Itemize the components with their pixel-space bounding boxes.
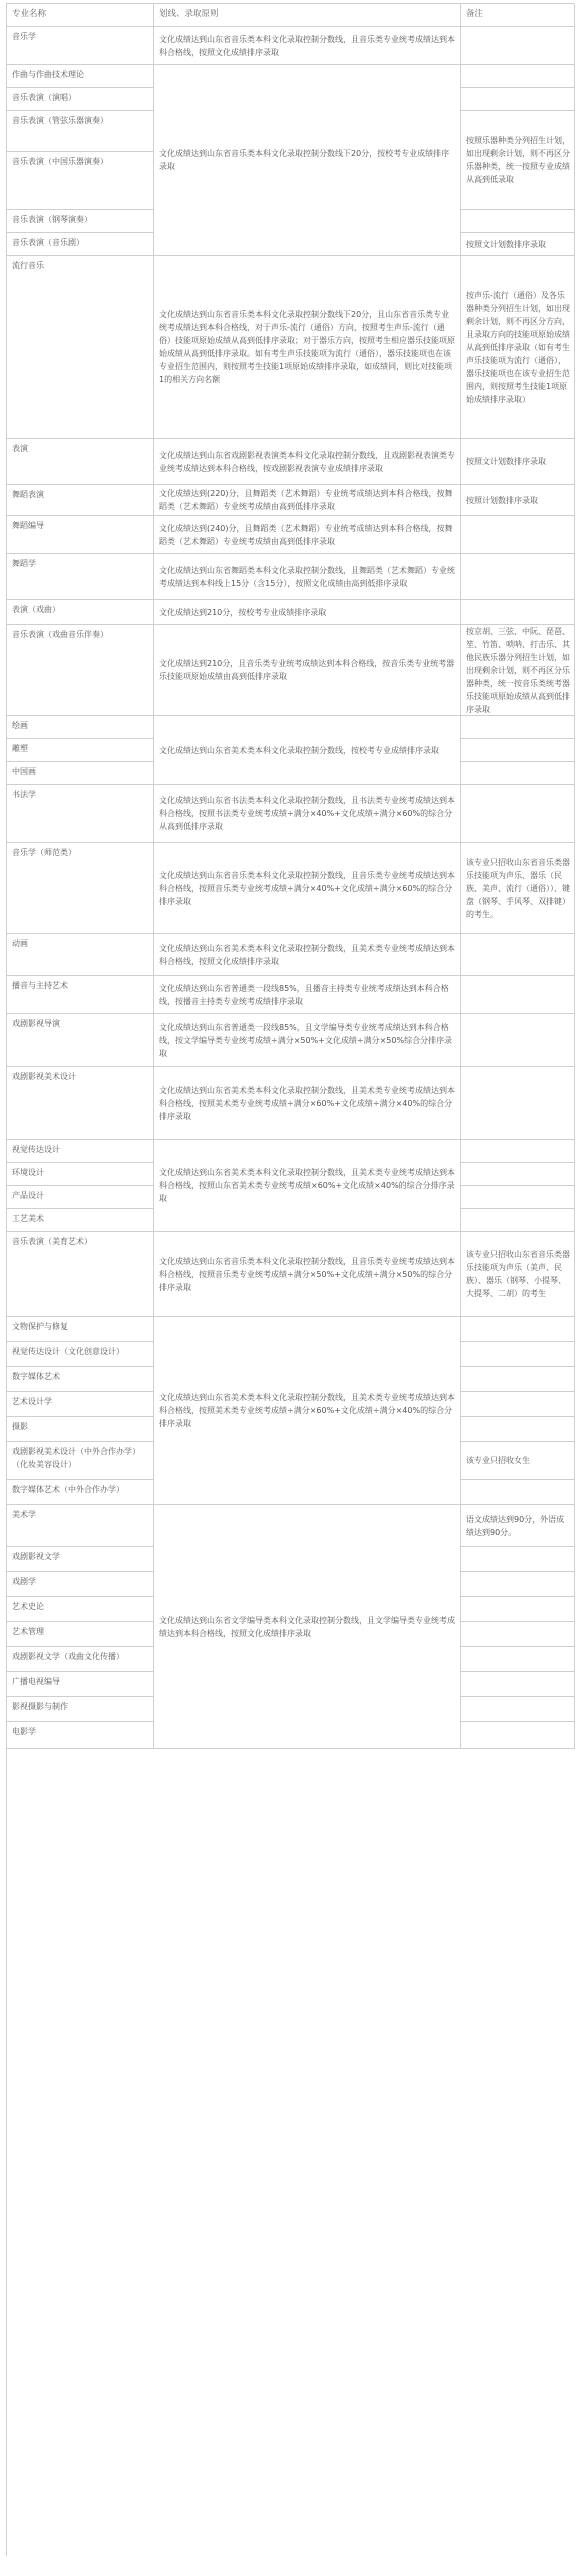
major-name: 音乐表演（演唱）	[7, 88, 154, 111]
major-name: 艺术史论	[7, 1597, 154, 1622]
admission-rule: 文化成绩达到山东省舞蹈类本科文化录取控制分数线，且舞蹈类（艺术舞蹈）专业统考成绩达到本科线上15分（含15分），按照文化成绩由高到低排序录取	[154, 554, 461, 600]
note-cell	[461, 1622, 575, 1647]
note-cell: 语文成绩达到90分，外语成绩达到90分。	[461, 1505, 575, 1547]
major-name: 舞蹈编导	[7, 516, 154, 554]
major-name: 音乐表演（美育艺术）	[7, 1232, 154, 1317]
note-cell	[461, 785, 575, 843]
major-name: 舞蹈学	[7, 554, 154, 600]
note-cell	[461, 1722, 575, 1749]
major-name: 绘画	[7, 716, 154, 739]
note-cell: 按照乐器种类分列招生计划，如出现剩余计划，则不再区分乐器种类，统一按照专业成绩从高到低录取	[461, 111, 575, 210]
note-cell: 该专业只招收山东省音乐类器乐技能项为声乐（美声、民族）、器乐（钢琴、小提琴、大提琴、二胡）的考生	[461, 1232, 575, 1317]
admission-rule: 文化成绩达到山东省美术类本科文化录取控制分数线，且美术类专业统考成绩达到本科合格线，按照美术类专业统考成绩÷满分×60%+文化成绩÷满分×40%的综合分排序录取	[154, 1317, 461, 1505]
admission-rule: 文化成绩达到山东省戏剧影视表演类本科文化录取控制分数线，且戏剧影视表演类专业统考成绩达到本科合格线，按戏剧影视表演专业成绩排序录取	[154, 439, 461, 485]
note-cell	[461, 1392, 575, 1417]
note-cell: 该专业只招收女生	[461, 1442, 575, 1480]
major-name: 音乐表演（戏曲音乐伴奏）	[7, 625, 154, 716]
major-name: 戏剧影视美术设计（中外合作办学）（化妆美容设计）	[7, 1442, 154, 1480]
major-name: 摄影	[7, 1417, 154, 1442]
major-name: 戏剧影视导演	[7, 1014, 154, 1067]
major-name: 戏剧影视美术设计	[7, 1067, 154, 1140]
note-cell	[461, 1367, 575, 1392]
note-cell	[461, 1014, 575, 1067]
admission-rule: 文化成绩达到山东省美术类本科文化录取控制分数线，按校考专业成绩排序录取	[154, 716, 461, 785]
note-cell	[461, 762, 575, 785]
note-cell	[461, 1163, 575, 1186]
major-name: 视觉传达设计（文化创意设计）	[7, 1342, 154, 1367]
note-cell	[461, 934, 575, 976]
note-cell	[461, 1417, 575, 1442]
note-cell	[461, 976, 575, 1014]
note-cell: 该专业只招收山东省音乐类器乐技能项为声乐、器乐（民族、美声、流行（通俗））、键盘（钢琴、手风琴、双排键）的考生。	[461, 843, 575, 934]
major-name: 作曲与作曲技术理论	[7, 65, 154, 88]
note-cell	[461, 1547, 575, 1572]
major-name: 艺术管理	[7, 1622, 154, 1647]
note-cell: 按照文计划数排序录取	[461, 233, 575, 256]
major-name: 表演	[7, 439, 154, 485]
note-cell	[461, 1209, 575, 1232]
admission-rule: 文化成绩达到山东省美术类本科文化录取控制分数线，且美术类专业统考成绩达到本科合格线，按照文化成绩排序录取	[154, 934, 461, 976]
admission-rule: 文化成绩达到山东省美术类本科文化录取控制分数线，且美术类专业统考成绩达到本科合格线，按照美术类专业统考成绩÷满分×60%+文化成绩÷满分×40%的综合分排序录取	[154, 1067, 461, 1140]
admission-rule: 文化成绩达到山东省书法类本科文化录取控制分数线，且书法类专业统考成绩达到本科合格线，按照书法类专业统考成绩÷满分×40%+文化成绩÷满分×60%的综合分从高到低排序录取	[154, 785, 461, 843]
note-cell	[461, 1067, 575, 1140]
note-cell	[461, 210, 575, 233]
admission-rule: 文化成绩达到210分，且音乐类专业统考成绩达到本科合格线，按音乐类专业统考器乐技能项原始成绩由高到低排序录取	[154, 625, 461, 716]
note-cell	[461, 1140, 575, 1163]
note-cell	[461, 1697, 575, 1722]
major-name: 音乐表演（中国乐器演奏）	[7, 152, 154, 210]
note-cell	[461, 1572, 575, 1597]
note-cell	[461, 1317, 575, 1342]
column-header-note: 备注	[461, 4, 575, 27]
admission-rule: 文化成绩达到山东省音乐类本科文化录取控制分数线，且音乐类专业统考成绩达到本科合格线，按照音乐类专业统考成绩÷满分×40%+文化成绩÷满分×60%的综合分排序录取	[154, 843, 461, 934]
major-name: 动画	[7, 934, 154, 976]
note-cell	[461, 516, 575, 554]
admission-rule: 文化成绩达到(240)分，且舞蹈类（艺术舞蹈）专业统考成绩达到本科合格线，按舞蹈类（艺术舞蹈）专业统考成绩由高到低排序录取	[154, 516, 461, 554]
major-name: 雕塑	[7, 739, 154, 762]
note-cell	[461, 1647, 575, 1672]
note-cell: 按照计划数排序录取	[461, 485, 575, 516]
admission-rule: 文化成绩达到山东省音乐类本科文化录取控制分数线，且音乐类专业统考成绩达到本科合格线，按照文化成绩排序录取	[154, 27, 461, 65]
admission-rule: 文化成绩达到山东省普通类一段线85%，且播音主持类专业统考成绩达到本科合格线，按播音主持类专业统考成绩排序录取	[154, 976, 461, 1014]
admission-rule: 文化成绩达到山东省文学编导类本科文化录取控制分数线，且文学编导类专业统考成绩达到本科合格线，按照文化成绩排序录取	[154, 1505, 461, 1749]
admission-rule: 文化成绩达到210分，按校考专业成绩排序录取	[154, 600, 461, 625]
major-name: 工艺美术	[7, 1209, 154, 1232]
major-name: 视觉传达设计	[7, 1140, 154, 1163]
note-cell	[461, 739, 575, 762]
major-name: 数字媒体艺术	[7, 1367, 154, 1392]
major-name: 戏剧影视文学	[7, 1547, 154, 1572]
major-name: 数字媒体艺术（中外合作办学）	[7, 1480, 154, 1505]
note-cell	[461, 554, 575, 600]
note-cell	[461, 88, 575, 111]
major-name: 美术学	[7, 1505, 154, 1547]
major-name: 音乐学（师范类）	[7, 843, 154, 934]
admission-rule: 文化成绩达到(220)分，且舞蹈类（艺术舞蹈）专业统考成绩达到本科合格线，按舞蹈类（艺术舞蹈）专业统考成绩由高到低排序录取	[154, 485, 461, 516]
column-header-major: 专业名称	[7, 4, 154, 27]
column-header-rule: 划线、录取原则	[154, 4, 461, 27]
note-cell	[461, 65, 575, 88]
major-name: 流行音乐	[7, 256, 154, 439]
major-name: 舞蹈表演	[7, 485, 154, 516]
major-name: 播音与主持艺术	[7, 976, 154, 1014]
major-name: 艺术设计学	[7, 1392, 154, 1417]
major-name: 影视摄影与制作	[7, 1697, 154, 1722]
admission-rule: 文化成绩达到山东省普通类一段线85%，且文学编导类专业统考成绩达到本科合格线，按文学编导类专业统考成绩÷满分×50%+文化成绩÷满分×50%综合分排序录取	[154, 1014, 461, 1067]
major-name: 文物保护与修复	[7, 1317, 154, 1342]
note-cell	[461, 27, 575, 65]
major-name: 环境设计	[7, 1163, 154, 1186]
note-cell	[461, 716, 575, 739]
major-name: 电影学	[7, 1722, 154, 1749]
major-name: 中国画	[7, 762, 154, 785]
note-cell: 按京胡、三弦、中阮、琵琶、笙、竹笛、唢呐、打击乐、其他民族乐器分列招生计划，如出现剩余计划，则不再区分乐器种类，统一按音乐类统考器乐技能项原始成绩从高到低排序录取	[461, 625, 575, 716]
admission-rule: 文化成绩达到山东省美术类本科文化录取控制分数线，且美术类专业统考成绩达到本科合格线，按照山东省美术类专业统考成绩×60%+文化成绩×40%的综合分排序录取	[154, 1140, 461, 1232]
note-cell	[461, 1480, 575, 1505]
admission-rule: 文化成绩达到山东省音乐类本科文化录取控制分数线下20分，按校考专业成绩排序录取	[154, 65, 461, 256]
admission-rule: 文化成绩达到山东省音乐类本科文化录取控制分数线，且音乐类专业统考成绩达到本科合格线，按照音乐类专业统考成绩÷满分×50%+文化成绩÷满分×50%的综合分排序录取	[154, 1232, 461, 1317]
major-name: 书法学	[7, 785, 154, 843]
major-name: 音乐表演（管弦乐器演奏）	[7, 111, 154, 152]
note-cell	[461, 1597, 575, 1622]
major-name: 广播电视编导	[7, 1672, 154, 1697]
note-cell	[461, 1672, 575, 1697]
major-name: 音乐表演（音乐剧）	[7, 233, 154, 256]
note-cell	[461, 1186, 575, 1209]
note-cell	[461, 600, 575, 625]
admission-rules-table	[6, 3, 574, 2556]
note-cell: 按声乐-流行（通俗）及各乐器种类分列招生计划，如出现剩余计划，则不再区分方向，且录取方向的技能项原始成绩从高到低排序录取（如有考生声乐技能项为流行（通俗），器乐技能项也在该专业招生范围内，则按照考生技能1项原始成绩排序录取）	[461, 256, 575, 439]
major-name: 音乐学	[7, 27, 154, 65]
major-name: 戏剧影视文学（戏曲文化传播）	[7, 1647, 154, 1672]
major-name: 产品设计	[7, 1186, 154, 1209]
note-cell	[461, 1342, 575, 1367]
note-cell: 按照文计划数排序录取	[461, 439, 575, 485]
major-name: 音乐表演（钢琴演奏）	[7, 210, 154, 233]
admission-rule: 文化成绩达到山东省音乐类本科文化录取控制分数线下20分，且山东省音乐类专业统考成绩达到本科合格线，对于声乐-流行（通俗）方向，按照考生声乐-流行（通俗）技能项原始成绩从高到低排序录取；对于器乐方向，按照考生相应器乐技能项原始成绩从高到低排序录取。如有考生声乐技能项为流行（通俗），器乐技能项也在该专业招生范围内，则按照考生技能1项原始成绩排序录取，如成绩同，则比对技能项1的相关方向名额	[154, 256, 461, 439]
major-name: 表演（戏曲）	[7, 600, 154, 625]
major-name: 戏剧学	[7, 1572, 154, 1597]
